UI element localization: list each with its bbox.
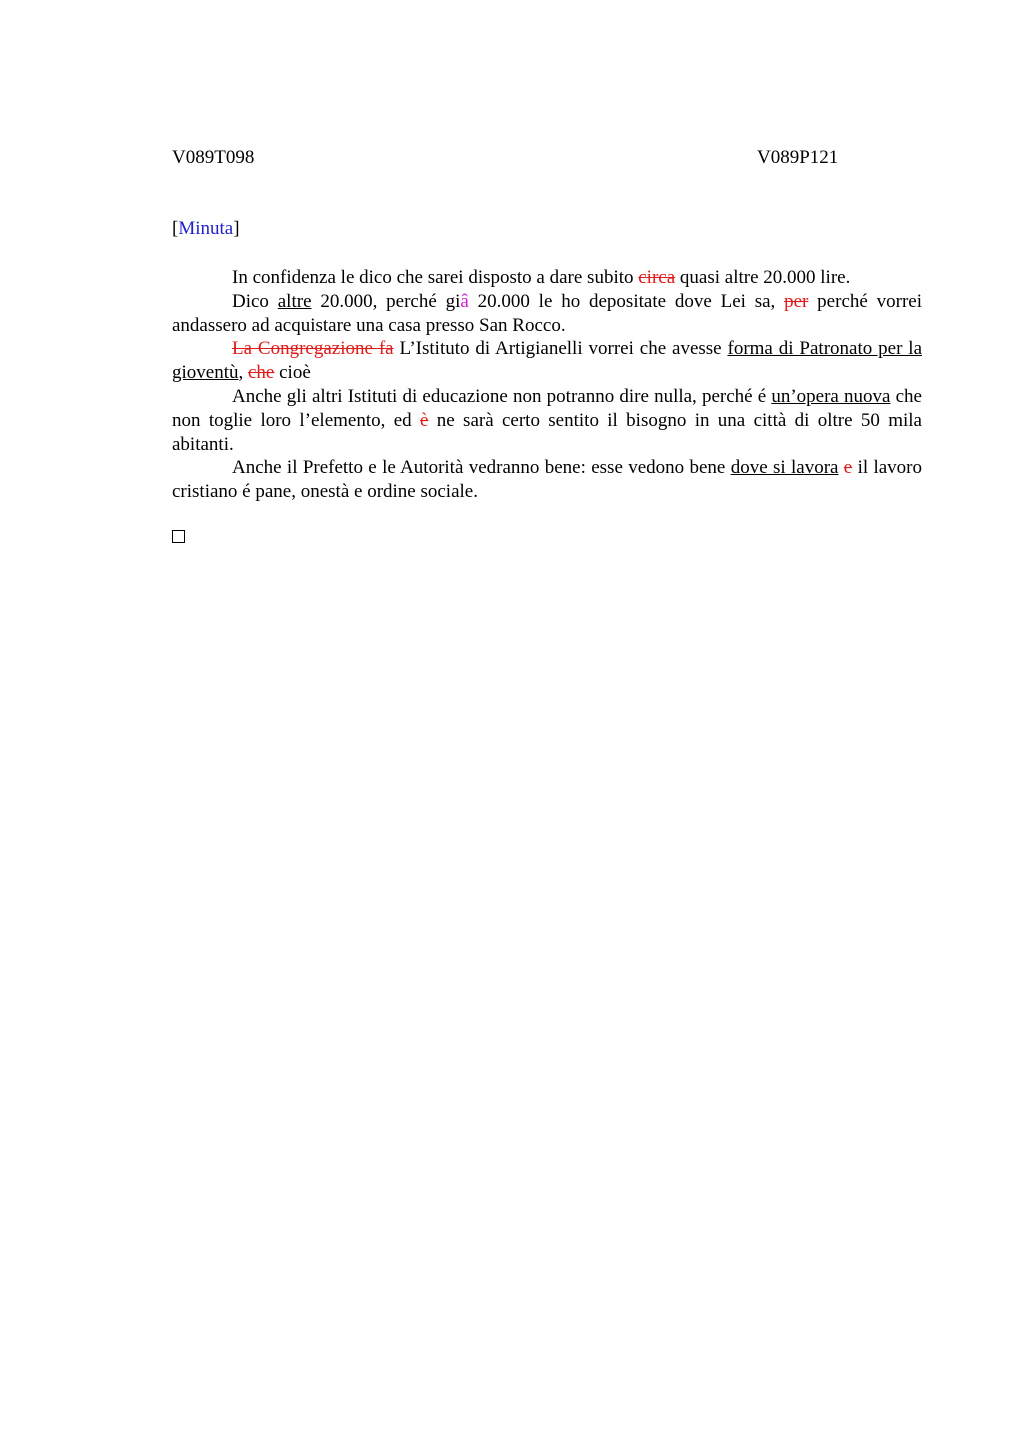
paragraph-3 — [172, 337, 922, 385]
underlined-phrase: un’opera nuova — [771, 385, 891, 407]
text-run: che non toglie loro l’elemento, ed — [172, 385, 922, 431]
tag-open-bracket: [ — [172, 218, 179, 239]
deleted-word: che — [248, 362, 275, 384]
paragraph-5 — [172, 456, 922, 504]
underlined-word: altre — [277, 290, 312, 312]
text-run: 20.000, perché gi — [311, 290, 461, 312]
text-run: In confidenza le dico che sarei disposto a dare subito — [232, 267, 639, 288]
deleted-word: e — [843, 457, 853, 479]
deleted-word: per — [784, 290, 809, 312]
text-run: Dico — [232, 290, 278, 312]
text-run: perché vorrei andassero ad acquistare una casa presso San Rocco. — [172, 290, 922, 336]
tag-close-bracket: ] — [233, 218, 240, 239]
paragraph-1 — [172, 266, 922, 290]
deleted-word: circa — [638, 267, 676, 288]
text-run: Anche gli altri Istituti di educazione non potranno dire nulla, perché é — [232, 385, 772, 407]
text-run: Anche il Prefetto e le Autorità vedranno bene: esse vedono bene — [232, 457, 731, 479]
tag-label: Minuta — [178, 218, 234, 239]
letter-body — [172, 266, 922, 504]
header-left-code: V089T098 — [172, 147, 255, 168]
square-outline-icon — [172, 530, 185, 543]
paragraph-2 — [172, 290, 922, 338]
text-run: il lavoro cristiano é pane, onestà e ordine sociale. — [172, 457, 923, 503]
inserted-char: â — [460, 290, 469, 312]
paragraph-4 — [172, 385, 922, 456]
text-run: L’Istituto di Artigianelli vorrei che avesse — [393, 338, 728, 360]
underlined-phrase: forma di Patronato per la gioventù — [172, 338, 922, 384]
deleted-word: è — [420, 409, 429, 431]
header-right-code: V089P121 — [757, 147, 839, 168]
text-run: , — [238, 362, 248, 384]
text-run: quasi altre 20.000 lire. — [675, 267, 851, 288]
document-type-tag — [172, 218, 240, 240]
text-run: cioè — [274, 362, 311, 384]
deleted-phrase: La Congregazione fa — [232, 338, 394, 360]
text-run: ne sarà certo sentito il bisogno in una città di oltre 50 mila abitanti. — [172, 409, 922, 455]
text-run: 20.000 le ho depositate dove Lei sa, — [468, 290, 785, 312]
underlined-phrase: dove si lavora — [730, 457, 839, 479]
